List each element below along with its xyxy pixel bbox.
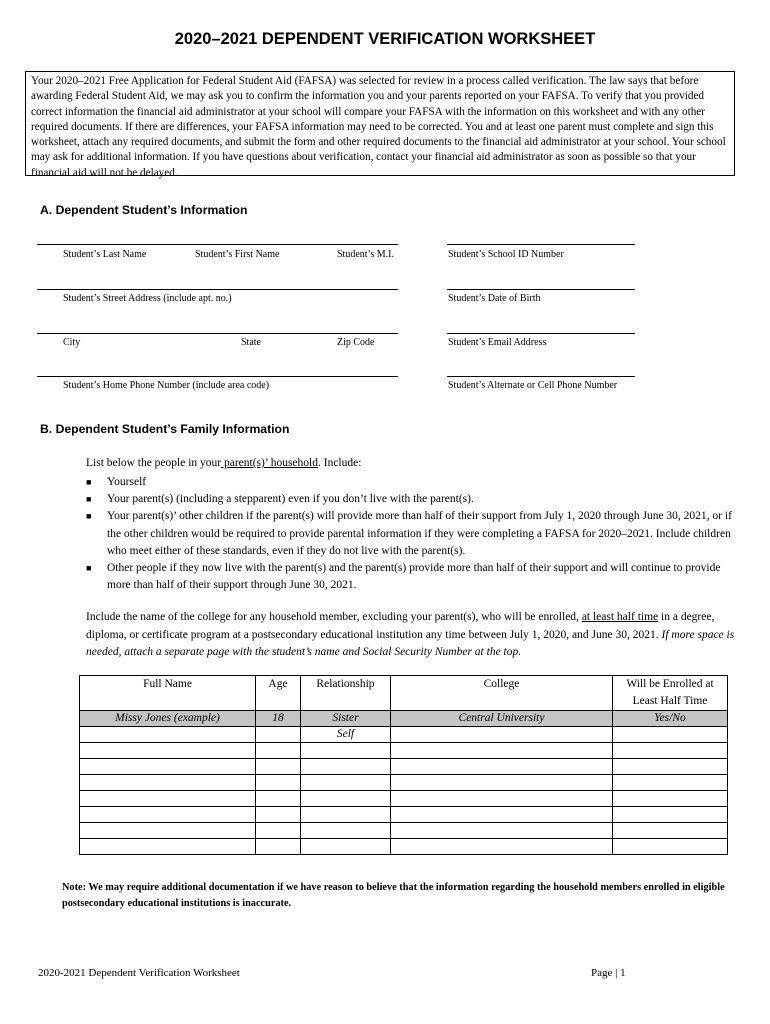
documentation-note: Note: We may require additional documentation if we have reason to believe that the information regarding the household members enrolled in eligible postsecondary educational institutions is inaccurate. [62,882,725,909]
table-cell-name[interactable] [80,743,256,759]
section-b-heading: B. Dependent Student’s Family Information [40,422,290,436]
list-intro-text: List below the people in your [86,457,222,469]
table-cell-college[interactable] [391,839,613,855]
square-bullet-icon: ■ [86,511,92,522]
email-label: Student’s Email Address [448,337,547,348]
footer-page-number: Page | 1 [591,967,626,979]
college-instructions-dates: in a degree, diploma, or certificate program at a postsecondary educational institution any time between July 1, 2020, and June 30, 2021. [86,611,715,641]
table-row[interactable] [80,743,728,759]
table-cell-age: 18 [256,711,301,727]
table-row[interactable] [80,791,728,807]
list-item [86,508,742,560]
table-cell-enrolled: Yes/No [613,711,728,727]
table-cell-name[interactable] [80,823,256,839]
home-phone-field-line[interactable] [37,376,398,377]
table-cell-college[interactable] [391,791,613,807]
table-cell-name[interactable] [80,807,256,823]
street-address-label: Student’s Street Address (include apt. no.) [63,293,232,304]
table-row[interactable] [80,759,728,775]
table-cell-age[interactable] [256,839,301,855]
list-item [86,491,742,508]
state-label: State [241,337,261,348]
square-bullet-icon: ■ [86,477,92,487]
table-cell-relationship: Sister [301,711,391,727]
table-row-example [80,711,728,727]
date-of-birth-label: Student’s Date of Birth [448,293,541,304]
extra-space-note: If more space is needed, attach a separate page with the student’s name and Social Security Number at the top. [86,628,735,658]
table-cell-name[interactable] [80,727,256,743]
zip-code-label: Zip Code [337,337,375,348]
table-cell-age[interactable] [256,823,301,839]
first-name-label: Student’s First Name [195,249,280,260]
table-cell-enrolled[interactable] [613,743,728,759]
table-cell-enrolled[interactable] [613,759,728,775]
table-cell-name[interactable] [80,791,256,807]
table-cell-age[interactable] [256,807,301,823]
column-header-enrolled: Will be Enrolled at Least Half Time [613,676,728,711]
table-cell-enrolled[interactable] [613,775,728,791]
table-cell-age[interactable] [256,743,301,759]
table-cell-name[interactable] [80,775,256,791]
table-row[interactable] [80,823,728,839]
table-cell-college[interactable] [391,775,613,791]
table-cell-age[interactable] [256,791,301,807]
table-cell-enrolled[interactable] [613,823,728,839]
table-cell-college[interactable] [391,823,613,839]
bullet-text: Yourself [107,476,147,488]
intro-text-box: Your 2020–2021 Free Application for Federal Student Aid (FAFSA) was selected for review in a process called verification. The law says that before awarding Federal Student Aid, we may ask you to confirm the information you and your parents reported on your FAFSA. To verify that you provided correct information the financial aid administrator at your school will compare your FAFSA with the information on this worksheet and with any other required documents. If there are differences, your FAFSA information may need to be corrected. You and at least one parent must complete and sign this worksheet, attach any required documents, and submit the form and other required documents to the financial aid administrator at your school. Your school may ask for additional information. If you have questions about verification, contact your financial aid administrator as soon as possible so that your financial aid will not be delayed. [25,71,735,176]
city-label: City [63,337,81,348]
email-field-line[interactable] [447,333,635,334]
table-cell-relationship[interactable] [301,823,391,839]
household-underlined-text: parent(s)’ household [221,457,318,469]
table-cell-college[interactable] [391,743,613,759]
square-bullet-icon: ■ [86,494,92,505]
date-of-birth-field-line[interactable] [447,289,635,290]
middle-initial-label: Student’s M.I. [337,249,394,260]
name-field-line[interactable] [37,244,398,245]
college-instructions-text: Include the name of the college for any household member, excluding your parent(s), who will be enrolled, [86,611,579,623]
footer-document-title: 2020-2021 Dependent Verification Worksheet [38,967,240,979]
list-item [86,560,742,594]
square-bullet-icon: ■ [86,563,92,574]
bullet-text: Your parent(s)’ other children if the parent(s) will provide more than half of their support from July 1, 2020 through June 30, 2021, or if the other children would be required to provide parental information if they were completing a FAFSA for 2020–2021. Include children who meet either of these standards, even if they do not live with the parent(s). [107,510,732,557]
page-title: 2020–2021 DEPENDENT VERIFICATION WORKSHEET [174,30,596,48]
table-cell-relationship[interactable] [301,807,391,823]
table-row[interactable] [80,727,728,743]
alt-phone-field-line[interactable] [447,376,635,377]
bullet-text: Other people if they now live with the parent(s) and the parent(s) provide more than half of their support and will continue to provide more than half of their support through June 30, 2021. [107,562,721,592]
bullet-text: Your parent(s) (including a stepparent) even if you don’t live with the parent(s). [107,493,474,506]
table-row[interactable] [80,775,728,791]
table-cell-college[interactable] [391,759,613,775]
table-cell-relationship[interactable] [301,759,391,775]
table-cell-age[interactable] [256,727,301,743]
school-id-field-line[interactable] [447,244,635,245]
table-cell-enrolled[interactable] [613,807,728,823]
table-cell-relationship[interactable] [301,743,391,759]
last-name-label: Student’s Last Name [63,249,147,260]
table-cell-age[interactable] [256,759,301,775]
column-header-age: Age [256,676,301,711]
table-row[interactable] [80,807,728,823]
college-instructions [86,609,741,662]
school-id-label: Student’s School ID Number [448,249,564,260]
column-header-relationship: Relationship [301,676,391,711]
column-header-full-name: Full Name [80,676,256,711]
table-cell-enrolled[interactable] [613,839,728,855]
table-cell-college[interactable] [391,807,613,823]
table-cell-name: Missy Jones (example) [80,711,256,727]
table-cell-relationship[interactable] [301,791,391,807]
table-cell-enrolled[interactable] [613,727,728,743]
household-bullet-list [86,474,742,594]
table-row[interactable] [80,839,728,855]
table-cell-relationship[interactable]: Self [301,727,391,743]
table-cell-age[interactable] [256,775,301,791]
household-list-intro [86,457,361,469]
street-address-field-line[interactable] [37,289,398,290]
list-item [86,474,742,491]
home-phone-label: Student’s Home Phone Number (include area code) [63,380,270,391]
section-a-heading: A. Dependent Student’s Information [40,203,248,217]
table-cell-name[interactable] [80,839,256,855]
list-intro-suffix: . Include: [317,457,362,469]
household-table [79,675,728,855]
table-cell-college: Central University [391,711,613,727]
table-cell-relationship[interactable] [301,839,391,855]
alt-phone-label: Student’s Alternate or Cell Phone Number [448,380,618,391]
city-state-zip-field-line[interactable] [37,333,398,334]
table-cell-name[interactable] [80,759,256,775]
table-cell-college[interactable] [391,727,613,743]
column-header-college: College [391,676,613,711]
table-cell-relationship[interactable] [301,775,391,791]
table-cell-enrolled[interactable] [613,791,728,807]
half-time-underlined-text: at least half time [581,611,659,623]
